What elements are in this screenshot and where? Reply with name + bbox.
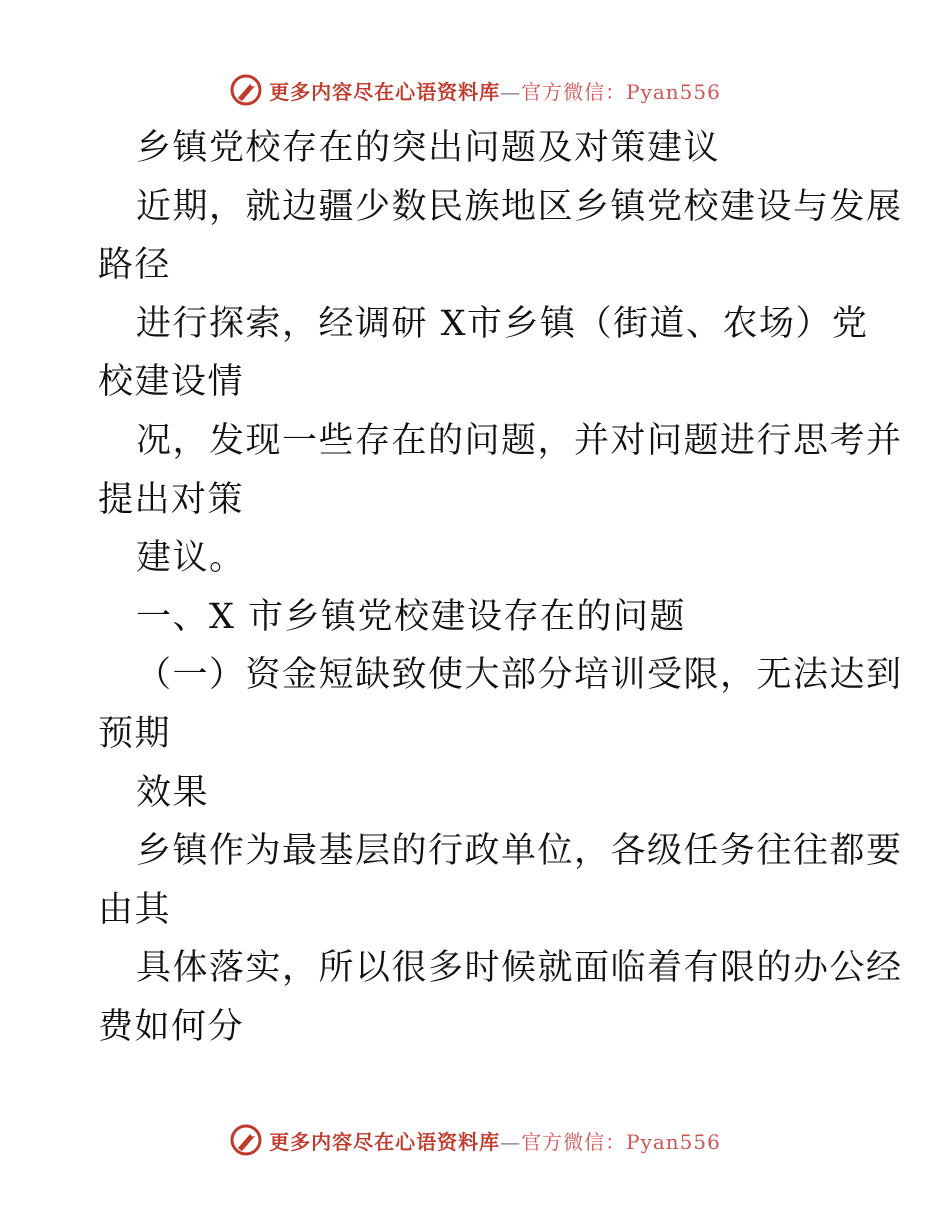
watermark-contact: 官方微信：Pyan556 xyxy=(521,1129,721,1154)
text-line: （一）资金短缺致使大部分培训受限，无法达到 xyxy=(136,655,903,696)
watermark-text xyxy=(269,76,721,105)
watermark-main: 更多内容尽在心语资料库 xyxy=(269,1129,501,1154)
watermark-separator: — xyxy=(500,1129,522,1154)
watermark-separator: — xyxy=(500,79,522,104)
text-line: 近期，就边疆少数民族地区乡镇党校建设与发展 xyxy=(136,186,903,227)
text-line: 由其 xyxy=(98,889,172,930)
text-line: 乡镇党校存在的突出问题及对策建议 xyxy=(136,128,721,168)
text-line: 校建设情 xyxy=(98,362,245,403)
document-body xyxy=(98,119,903,1057)
watermark-contact: 官方微信：Pyan556 xyxy=(521,79,721,104)
text-line: 提出对策 xyxy=(98,479,245,520)
header-watermark xyxy=(0,70,950,110)
pen-logo-icon xyxy=(229,73,263,107)
text-line: 费如何分 xyxy=(98,1006,245,1047)
pen-logo-icon xyxy=(229,1123,263,1157)
text-line: 一、X 市乡镇党校建设存在的问题 xyxy=(136,596,687,637)
text-line: 具体落实，所以很多时候就面临着有限的办公经 xyxy=(136,948,903,989)
watermark-text xyxy=(269,1126,721,1155)
text-line: 况，发现一些存在的问题，并对问题进行思考并 xyxy=(136,420,903,461)
text-line: 效果 xyxy=(136,772,210,813)
text-line: 预期 xyxy=(98,713,172,754)
text-line: 路径 xyxy=(98,245,172,286)
text-line: 乡镇作为最基层的行政单位，各级任务往往都要 xyxy=(136,831,903,872)
watermark-main: 更多内容尽在心语资料库 xyxy=(269,79,501,104)
footer-watermark xyxy=(0,1120,950,1160)
text-line: 进行探索，经调研 X市乡镇（街道、农场）党 xyxy=(136,303,869,344)
text-line: 建议。 xyxy=(136,538,246,579)
